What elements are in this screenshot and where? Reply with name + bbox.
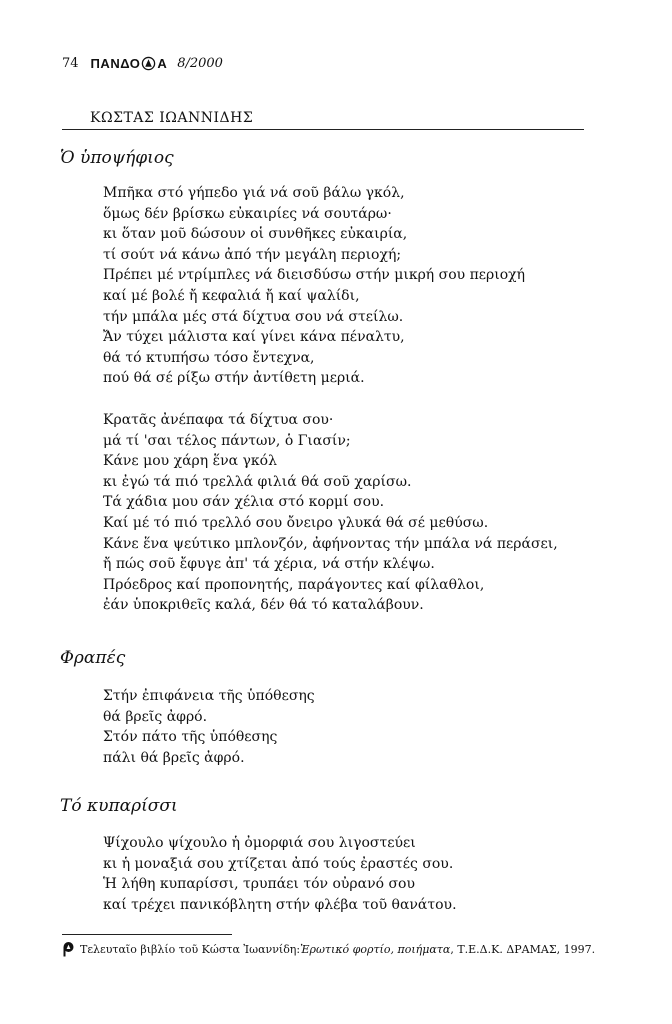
verse-line: τί σούτ νά κάνω ἀπό τήν μεγάλη περιοχή; (103, 246, 402, 263)
verse-line: Τά χάδια μου σάν χέλια στό κορμί σου. (103, 494, 385, 511)
footnote-rule (62, 934, 232, 935)
running-header (62, 52, 223, 74)
verse-line: Πρόεδρος καί προπονητής, παράγοντες καί φίλαθλοι, (103, 576, 485, 593)
verse-line: μά τί 'σαι τέλος πάντων, ὁ Γιασίν; (103, 432, 351, 449)
verse-line: κι ἡ μοναξιά σου χτίζεται ἀπό τούς ἐραστές σου. (103, 855, 454, 872)
verse-line: Ψίχουλο ψίχουλο ἡ ὀμορφιά σου λιγοστεύει (103, 835, 416, 851)
poem-stanza (103, 686, 315, 768)
verse-line: Πρέπει μέ ντρίμπλες νά διεισδύσω στήν μικρή σου περιοχή (103, 267, 526, 284)
journal-name-left: ΠΑΝΔΟ (90, 55, 141, 71)
verse-line: Στήν ἐπιφάνεια τῆς ὑπόθεσης (103, 688, 315, 704)
poem-stanza (103, 183, 525, 389)
verse-line: Κάνε μου χάρη ἕνα γκόλ (103, 453, 277, 470)
verse-line: θά βρεῖς ἀφρό. (103, 708, 208, 725)
verse-line: κι ἐγώ τά πιό τρελλά φιλιά θά σοῦ χαρίσω. (103, 473, 412, 490)
verse-line: πού θά σέ ρίξω στήν ἀντίθετη μεριά. (103, 370, 365, 387)
verse-line: Μπῆκα στό γήπεδο γιά νά σοῦ βάλω γκόλ, (103, 185, 405, 201)
journal-issue: 8/2000 (177, 55, 223, 71)
journal-logo-p-icon (62, 941, 74, 957)
verse-line: καί τρέχει πανικόβλητη στήν φλέβα τοῦ θανάτου. (103, 896, 457, 913)
journal-name (91, 56, 168, 71)
verse-line: ἐάν ὑποκριθεῖς καλά, δέν θά τό καταλάβουν. (103, 597, 424, 614)
verse-line: Ἡ λήθη κυπαρίσσι, τρυπάει τόν οὐρανό σου (103, 876, 415, 893)
verse-line: θά τό κτυπήσω τόσο ἔντεχνα, (103, 349, 315, 366)
footnote-book-title: Ἐρωτικό φορτίο (300, 942, 391, 956)
page-number: 74 (62, 55, 79, 71)
verse-line: Κάνε ἕνα ψεύτικο μπλονζόν, ἀφήνοντας τήν μπάλα νά περάσει, (103, 535, 558, 552)
verse-line: κι ὅταν μοῦ δώσουν οἱ συνθῆκες εὐκαιρία, (103, 226, 408, 243)
footnote-prefix: Τελευταῖο βιβλίο τοῦ Κώστα Ἰωαννίδη: (80, 942, 301, 956)
poem-title: Ὁ ὑποψήφιος (60, 148, 174, 168)
footnote (62, 941, 595, 957)
verse-line: ὅμως δέν βρίσκω εὐκαιρίες νά σουτάρω· (103, 205, 392, 222)
poem-stanza (103, 410, 558, 616)
author-name: ΚΩΣΤΑΣ ΙΩΑΝΝΙΔΗΣ (90, 110, 254, 126)
poem-title: Φραπές (60, 648, 126, 668)
poem-stanza (103, 833, 457, 915)
verse-line: Καί μέ τό πιό τρελλό σου ὄνειρο γλυκά θά σέ μεθύσω. (103, 514, 489, 531)
footnote-genre: , ποιήματα (390, 942, 451, 956)
verse-line: Στόν πάτο τῆς ὑπόθεσης (103, 729, 278, 746)
journal-logo-icon (141, 56, 156, 71)
footnote-publisher: , Τ.Ε.Δ.Κ. ΔΡΑΜΑΣ, 1997. (450, 942, 596, 956)
verse-line: τήν μπάλα μές στά δίχτυα σου νά στείλω. (103, 308, 404, 325)
verse-line: ἤ πώς σοῦ ἔφυγε ἀπ' τά χέρια, νά στήν κλέψω. (103, 556, 435, 573)
verse-line: πάλι θά βρεῖς ἀφρό. (103, 749, 245, 766)
verse-line: Ἄν τύχει μάλιστα καί γίνει κάνα πέναλτυ, (103, 329, 405, 346)
journal-name-right: Α (157, 55, 168, 71)
author-rule (62, 129, 584, 130)
verse-line: Κρατᾶς ἀνέπαφα τά δίχτυα σου· (103, 412, 334, 428)
verse-line: καί μέ βολέ ἤ κεφαλιά ἤ καί ψαλίδι, (103, 287, 360, 304)
poem-title: Τό κυπαρίσσι (60, 796, 178, 816)
